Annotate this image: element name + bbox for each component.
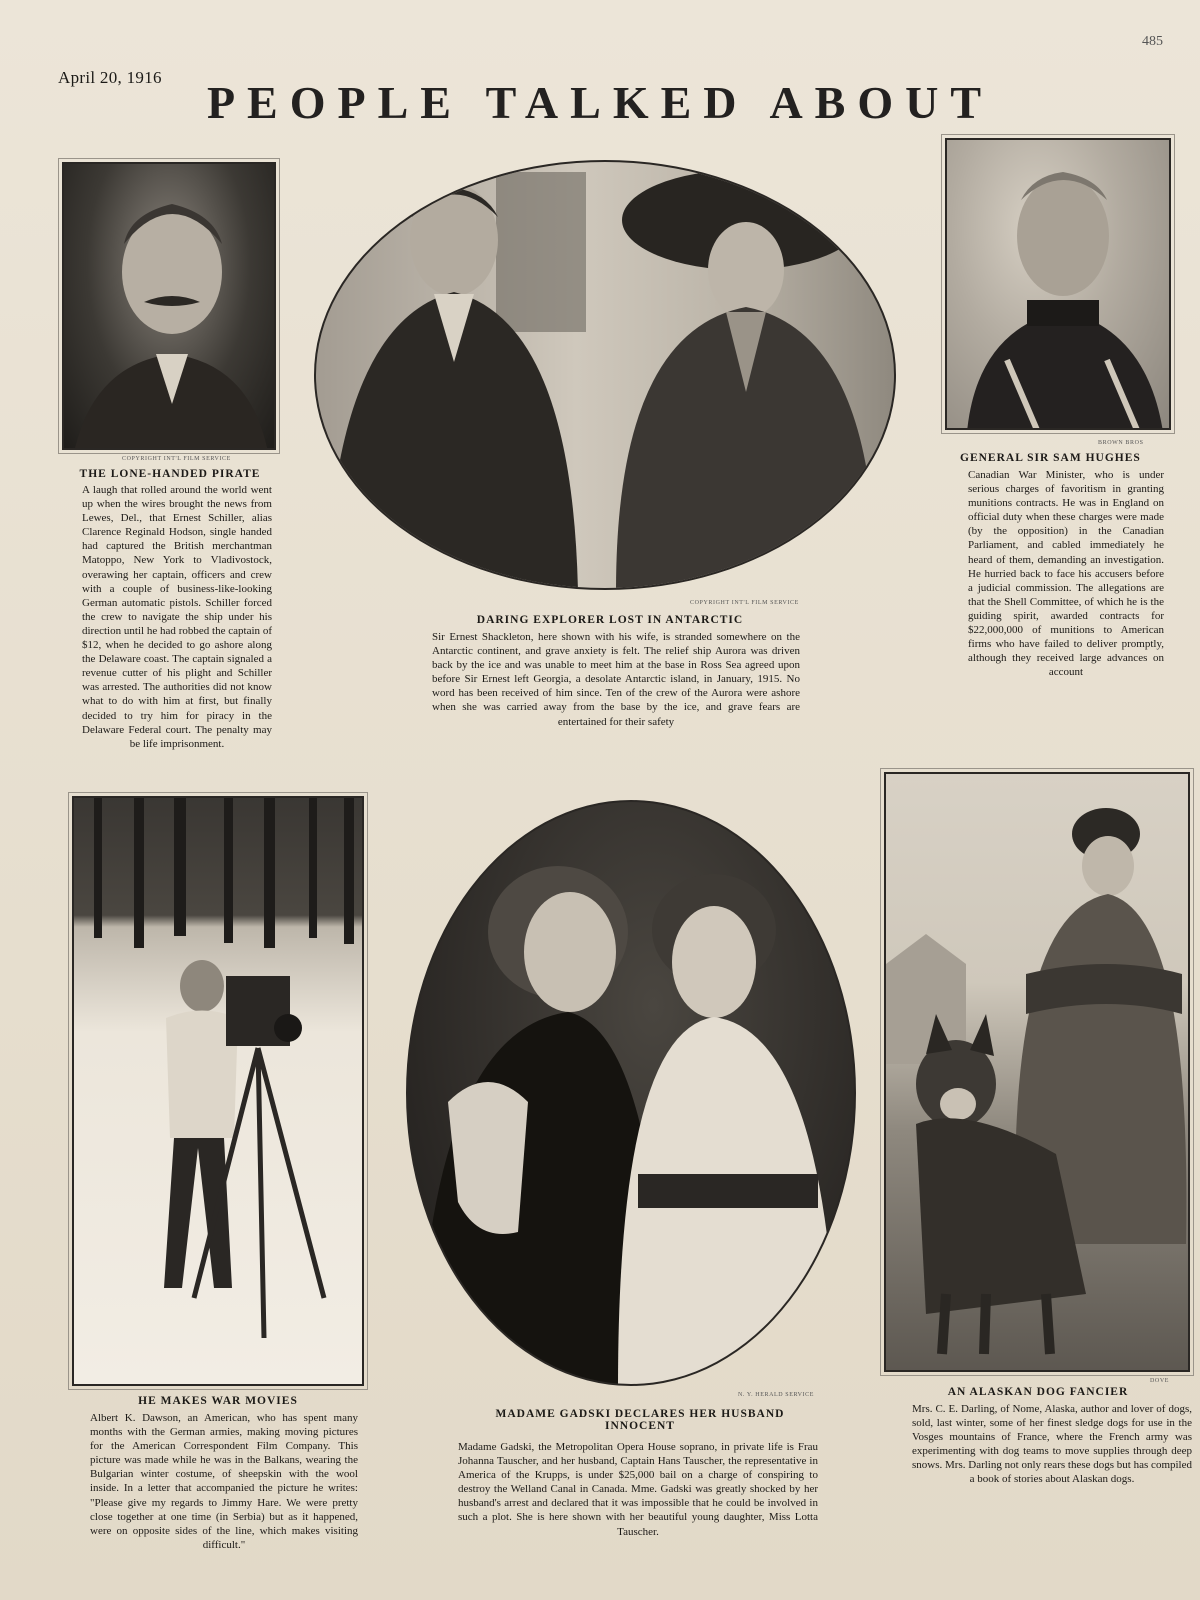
shackleton-article-text: Sir Ernest Shackleton, here shown with his wife, is stranded somewhere on the Antarctic continent, and grave anxiety is felt. The relief ship Aurora was driven back by the ice and was unable to meet him at the base in Ross Sea agreed upon before Sir Ernest left Georgia, a desolate Antarctic island, in January, 1915. No word has been received of him since. Ten of the crew of the Aurora were ashore when she was carried away from the base by the ice, and grave fears are entertained for their safety xyxy=(432,631,800,728)
man-silhouette-icon xyxy=(64,164,276,450)
hughes-article-text: Canadian War Minister, who is under serious charges of favoritism in granting munitions contracts. He was in England on official duty when these charges were made (by the opposition) in the Canadian Parliament, and cabled immediately he heard of them, demanding an investigation. He hurried back to face his accusers before a judicial commission. The allegations are that the Shell Committee, of which he is the guiding spirit, awarded contracts for $22,000,000 of munitions to American firms who have failed to deliver promptly, although they received large advances on account xyxy=(968,469,1164,679)
woman-and-dog-silhouette-icon xyxy=(886,774,1190,1372)
alaskan-headline: AN ALASKAN DOG FANCIER xyxy=(947,1386,1129,1398)
war-movies-article-text: Albert K. Dawson, an American, who has spent many months with the German armies, making moving pictures for the American Correspondent Film Company. This picture was made while he was in the Balkans, wearing the Bulgarian winter costume, of sheepskin with the wool inside. In a letter that accompanied the picture he writes: "Please give my regards to Jimmy Hare. We were pretty close together at one time (in Serbia) but as it happened, were on opposite sides of the line, which makes visiting difficult." xyxy=(90,1412,358,1551)
hughes-portrait-photo xyxy=(945,138,1171,430)
gadski-article-text: Madame Gadski, the Metropolitan Opera House soprano, in private life is Frau Johanna Tauscher, and her husband, Captain Hans Tauscher, the representative in America of the Krupps, is under $25,000 bail on a charge of conspiring to destroy the Welland Canal in Canada. Mme. Gadski was greatly shocked by her husband's arrest and declared that it was impossible that he could be involved in such a plot. She is here shown with her beautiful young daughter, Miss Lotta Tauscher. xyxy=(458,1441,818,1538)
war-movies-headline: HE MAKES WAR MOVIES xyxy=(138,1395,298,1407)
shackleton-oval-photo xyxy=(314,160,896,590)
alaskan-article-text: Mrs. C. E. Darling, of Nome, Alaska, author and lover of dogs, sold, last winter, some of her finest sledge dogs for use in the Vosges mountains of France, where the French army was experimenting with dog teams to move supplies through deep snows. Mrs. Darling not only rears these dogs but has compiled a book of stories about Alaskan dogs. xyxy=(912,1403,1192,1486)
pirate-photo-credit: COPYRIGHT INT'L FILM SERVICE xyxy=(122,456,231,462)
war-movies-photo xyxy=(72,796,364,1386)
couple-silhouette-icon xyxy=(316,162,896,590)
alaskan-dog-photo xyxy=(884,772,1190,1372)
gadski-photo-credit: N. Y. HERALD SERVICE xyxy=(738,1392,815,1398)
hughes-photo-credit: BROWN BROS xyxy=(1098,440,1144,446)
alaskan-photo-credit: DOVE xyxy=(1150,1378,1170,1384)
mother-daughter-silhouette-icon xyxy=(408,802,856,1386)
gadski-oval-photo xyxy=(406,800,856,1386)
page-number: 485 xyxy=(1142,34,1163,49)
gadski-headline: MADAME GADSKI DECLARES HER HUSBAND INNOCENT xyxy=(495,1408,785,1432)
pirate-article-text: A laugh that rolled around the world went up when the wires brought the news from Lewes, Del., that Ernest Schiller, alias Clarence Reginald Hodson, single handed had captured the British merchantman Matoppo, New York to Vladivostock, overawing her captain, officers and crew with a couple of business-like-looking German automatic pistols. Schiller forced the crew to navigate the ship under his direction until he had robbed the captain of $12, when he decided to go ashore along the Delaware coast. The captain signaled a revenue cutter of his plight and Schiller was arrested. The authorities did not know what to do with him at first, but finally decided to try him for piracy in the Delaware Federal court. The penalty may be life imprisonment. xyxy=(82,484,272,750)
shackleton-headline: DARING EXPLORER LOST IN ANTARCTIC xyxy=(476,614,744,626)
hughes-headline: GENERAL SIR SAM HUGHES xyxy=(960,452,1141,464)
pirate-portrait-photo xyxy=(62,162,276,450)
pirate-headline: THE LONE-HANDED PIRATE xyxy=(79,468,261,480)
issue-date: April 20, 1916 xyxy=(58,68,162,87)
cameraman-silhouette-icon xyxy=(74,798,364,1386)
general-silhouette-icon xyxy=(947,140,1171,430)
page-title: PEOPLE TALKED ABOUT xyxy=(206,77,994,128)
shackleton-photo-credit: COPYRIGHT INT'L FILM SERVICE xyxy=(690,600,799,606)
